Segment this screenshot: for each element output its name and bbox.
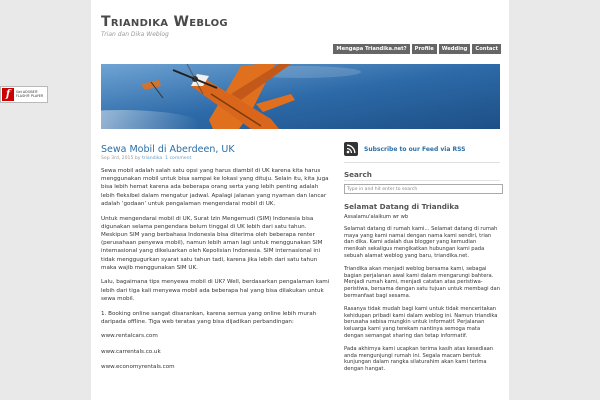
post-url-economyrentals: www.economyrentals.com	[101, 363, 175, 370]
post-url-rentalcars: www.rentalcars.com	[101, 333, 158, 340]
flash-logo-icon: f	[2, 88, 14, 101]
post-url-carrentals: www.carrentals.co.uk	[101, 348, 161, 355]
get-flash-player-badge[interactable]	[0, 86, 48, 103]
flash-badge-text	[16, 91, 43, 99]
nav-item-contact[interactable]: Contact	[472, 44, 501, 54]
header-banner-image	[101, 64, 500, 129]
post-author-link[interactable]: triandika	[141, 156, 163, 161]
airplane-banner-graphic	[101, 64, 500, 129]
post-paragraph: 1. Booking online sangat disarankan, karena semua yang online lebih murah daripada offline. Tiga web teratas yang bisa dijadikan perbandingan:	[101, 310, 317, 325]
welcome-widget	[344, 202, 500, 373]
nav-item-wedding[interactable]: Wedding	[439, 44, 471, 54]
welcome-paragraph: Selamat datang di rumah kami... Selamat datang di rumah maya yang kami namai dengan nama kami sendiri, trian dan dika. Kami adalah dua blogger yang kemudian menikah sekaligus mengikatkan hubungan kami pada sebuah alamat weblog yang baru, triandika.net.	[344, 225, 498, 259]
post-meta	[101, 156, 333, 161]
welcome-paragraph: Rasanya tidak mudah bagi kami untuk tidak menceritakan kehidupan pribadi kami dalam weblog ini. Namun triandika berusaha sebisa mungkin untuk informatif. Perjalanan keluarga kami yang terekam nantinya semoga mata dengan semangat sharing dan tetap informatif.	[344, 305, 498, 339]
post-paragraph: Untuk mengendarai mobil di UK, Surat Izin Mengemudi (SIM) Indonesia bisa digunakan selama pengendara belum tinggal di UK lebih dari satu tahun. Meskipun SIM yang berbahasa Indonesia bisa diterima oleh beberapa renter (perusahaan penyewa mobil), namun lebih aman lagi untuk menggunakan SIM internasional yang dikeluarkan oleh Kepolisian Indonesia. SIM internasional ini tidak menggugurkan syarat satu tahun tadi, karena jika lebih dari satu tahun maka wajib menggunakan SIM UK.	[101, 215, 323, 271]
welcome-paragraph: Pada akhirnya kami ucapkan terima kasih atas kesediaan anda mengunjungi rumah ini. Segala macam bentuk kunjungan dalam rangka silaturahim akan kami terima dengan hangat.	[344, 345, 494, 373]
welcome-greeting: Assalamu'alaikum wr wb	[344, 214, 409, 220]
post-title[interactable]: Sewa Mobil di Aberdeen, UK	[101, 144, 235, 155]
welcome-widget-title: Selamat Datang di Triandika	[344, 202, 459, 211]
post-comments-link[interactable]: 1 comment	[165, 156, 192, 161]
welcome-paragraph: Triandika akan menjadi weblog bersama kami, sebagai bagian perjalanan awal kami dalam mengarungi bahtera. Menjadi rumah kami, menjadi catatan atas peristiwa-peristiwa, bersama dengan satu tujuan untuk membagi dan bermanfaat bagi sesama.	[344, 265, 500, 299]
site-title[interactable]: Triandika Weblog	[101, 14, 228, 30]
flash-badge-line2: FLASH® PLAYER	[16, 93, 44, 98]
site-description: Trian dan Dika Weblog	[101, 31, 169, 38]
post-date: Sep 3rd, 2015 by	[101, 156, 142, 161]
rss-subscribe[interactable]	[344, 139, 500, 163]
rss-feed-icon[interactable]	[344, 142, 358, 156]
top-navigation	[333, 44, 501, 54]
site-header	[101, 14, 228, 38]
post-paragraph: Sewa mobil adalah salah satu opsi yang harus diambil di UK karena kita harus menggunakan mobil untuk bisa sampai ke lokasi yang dituju. Selain itu, kita juga bisa lebih hemat karena ada beberapa orang serta yang lebih penting adalah lebih fleksibel dalam mengatur jadwal. Apalagi jalanan yang nyaman dan lancar adalah ‘godaan’ untuk pengalaman mengendarai mobil di UK.	[101, 168, 329, 207]
post-paragraph: Lalu, bagaimana tips menyewa mobil di UK? Well, berdasarkan pengalaman kami lebih dari tiga kali menyewa mobil ada beberapa hal yang bisa dilakukan untuk sewa mobil.	[101, 279, 330, 302]
flash-badge-line1: Get ADOBE®	[16, 89, 38, 94]
rss-subscribe-link[interactable]: Subscribe to our Feed via RSS	[364, 145, 466, 153]
page-container	[91, 0, 509, 400]
post-body	[101, 167, 333, 371]
post-meta-separator: .	[162, 156, 166, 161]
nav-item-mengapa[interactable]: Mengapa Triandika.net?	[333, 44, 409, 54]
nav-item-profile[interactable]: Profile	[412, 44, 437, 54]
search-widget	[344, 170, 500, 194]
search-widget-title: Search	[344, 170, 500, 181]
search-input[interactable]: Type in and hit enter to search	[344, 184, 503, 194]
blog-post	[101, 144, 333, 378]
sidebar	[344, 139, 500, 379]
